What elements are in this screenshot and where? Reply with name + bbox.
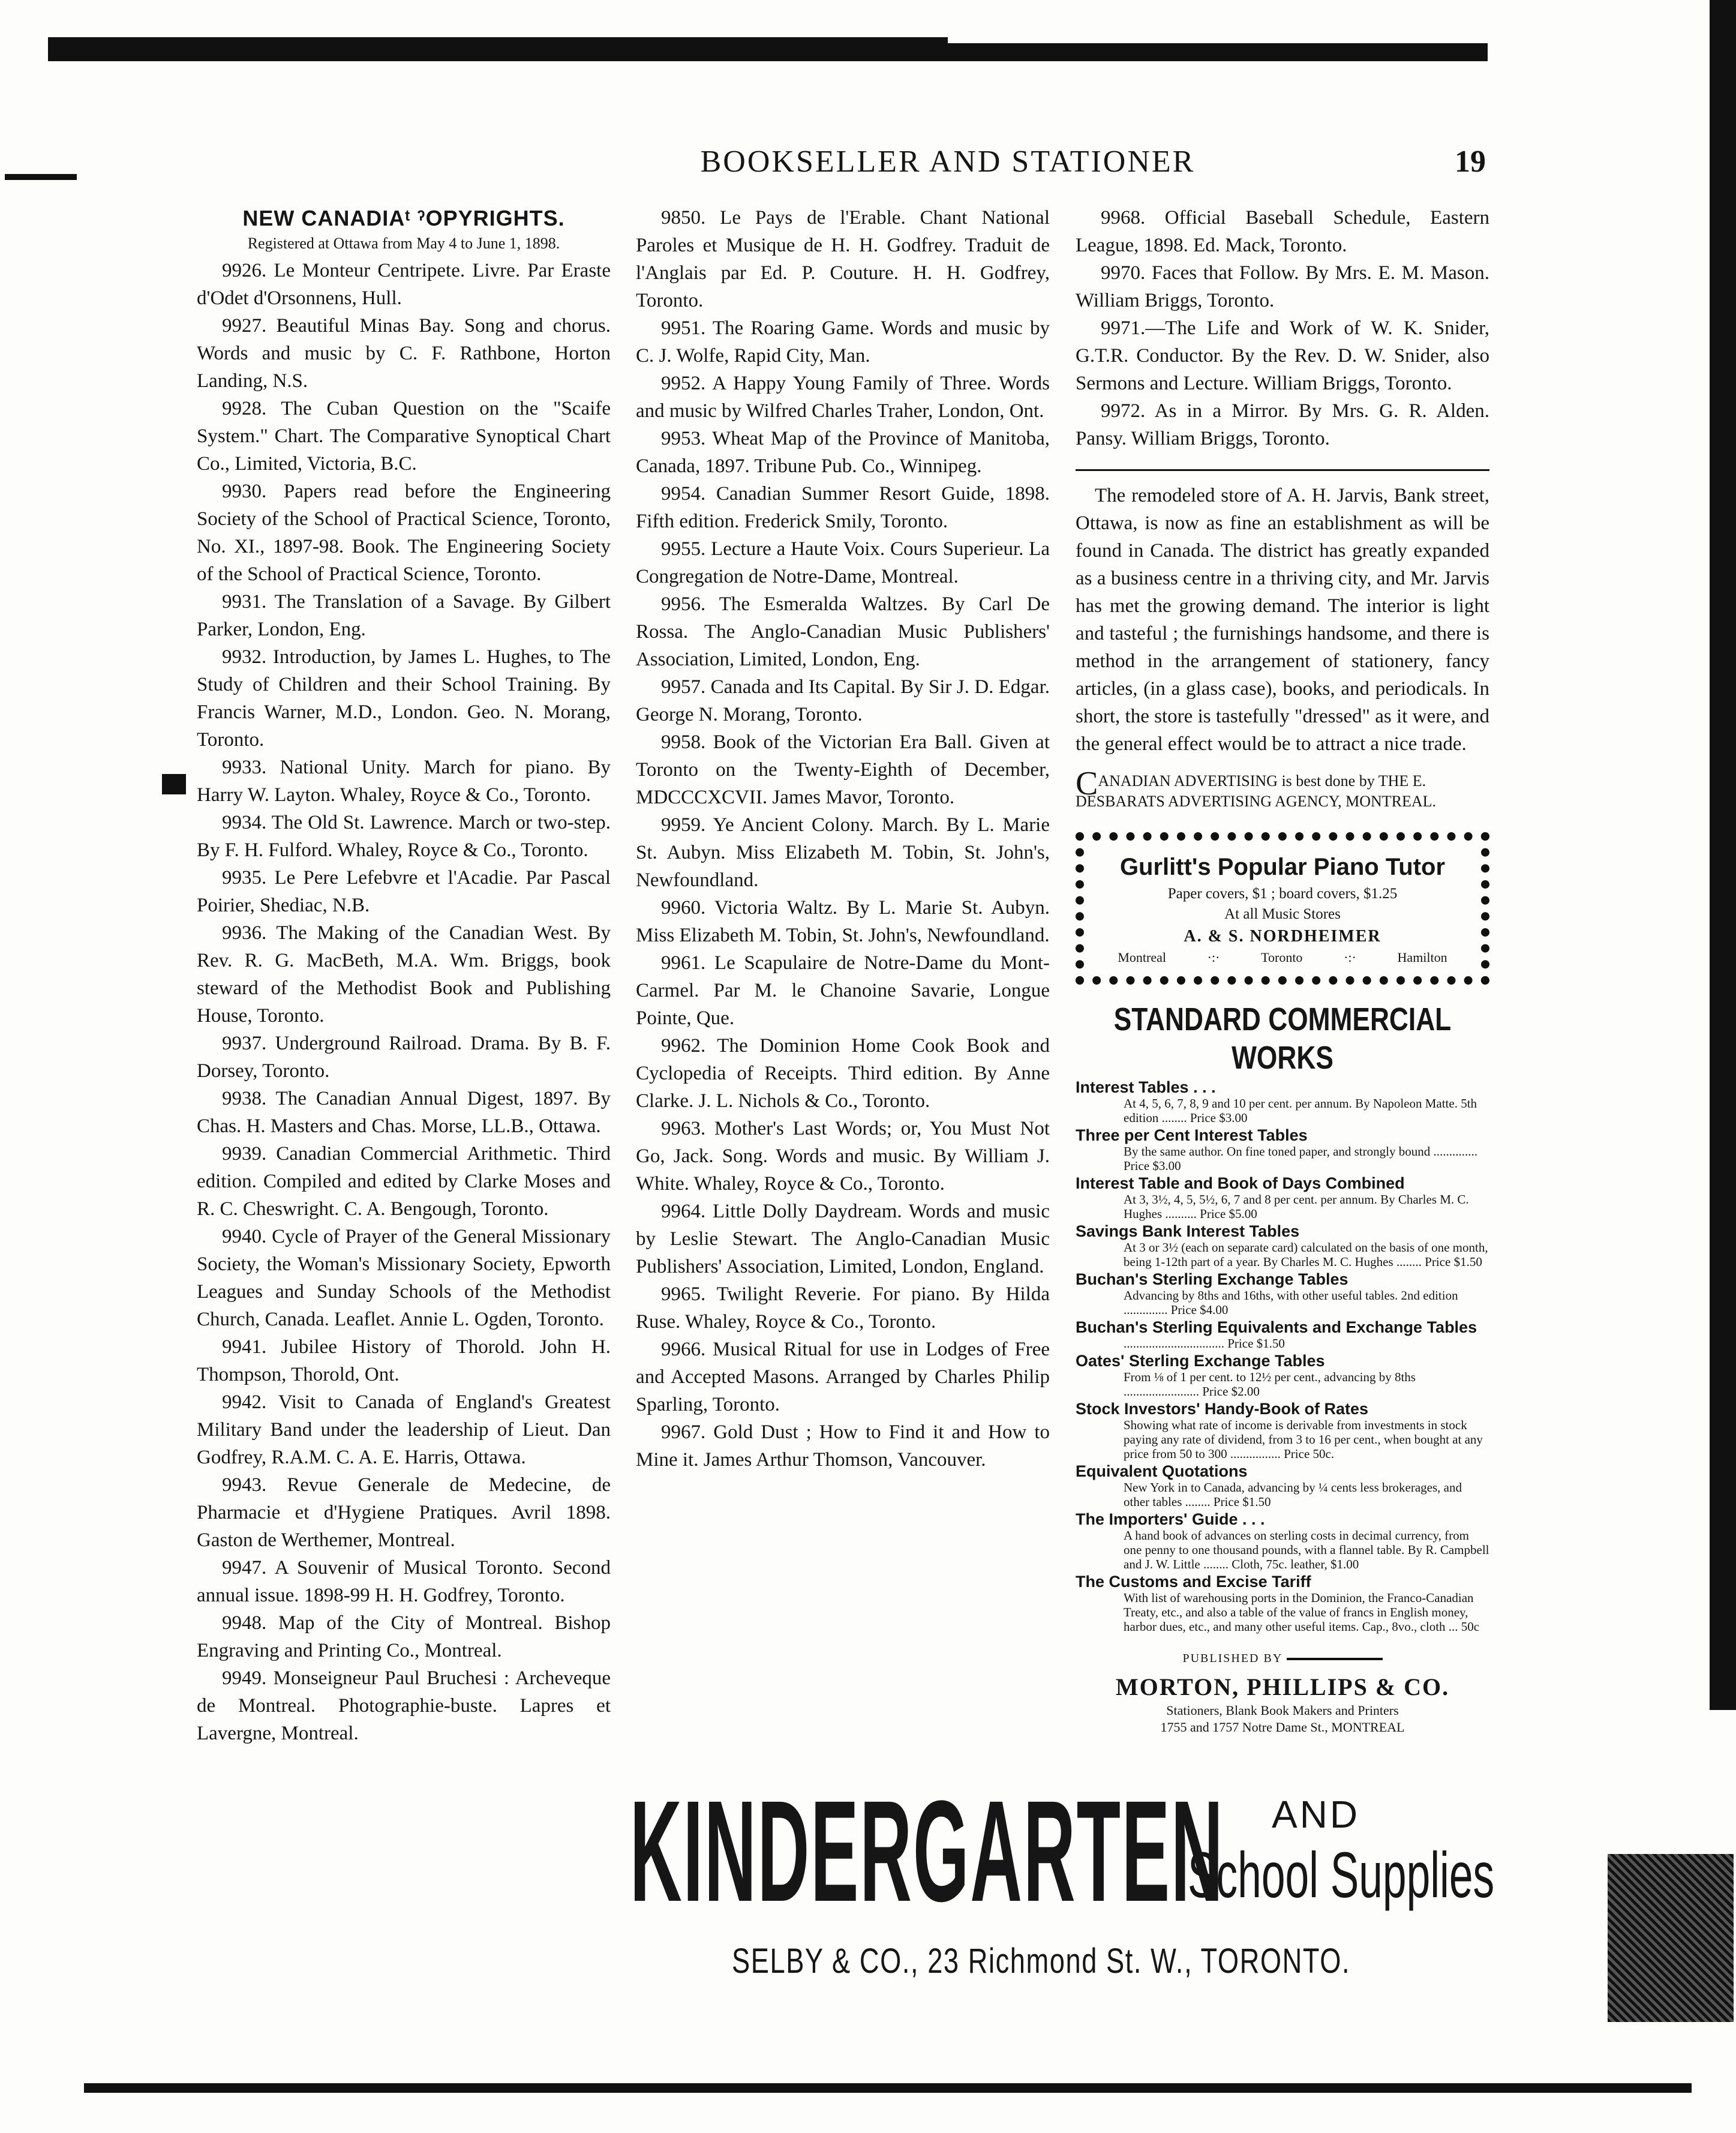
- column-2: [636, 204, 1050, 1474]
- copyright-entry: 9943. Revue Generale de Medecine, de Pharmacie et d'Hygiene Pratiques. Avril 1898. Gaston de Werthemer, Montreal.: [197, 1474, 611, 1551]
- ad-initial: C: [1076, 765, 1098, 802]
- copyright-entry: 9970. Faces that Follow. By Mrs. E. M. Mason. William Briggs, Toronto.: [1076, 262, 1489, 311]
- ad-and: AND: [1272, 1793, 1360, 1836]
- separator: ·:·: [1207, 950, 1220, 965]
- book-listing: [1076, 1174, 1489, 1221]
- running-head: BOOKSELLER AND STATIONER: [700, 145, 1196, 179]
- copyright-entry: 9953. Wheat Map of the Province of Manitoba, Canada, 1897. Tribune Pub. Co., Winnipeg.: [636, 428, 1050, 477]
- copyright-entry: 9938. The Canadian Annual Digest, 1897. By Chas. H. Masters and Chas. Morse, LL.B., Ottawa.: [197, 1088, 611, 1137]
- pointing-hand-icon: [1287, 1658, 1383, 1660]
- canadian-advertising-ad: [1076, 765, 1489, 811]
- copyright-entry: 9936. The Making of the Canadian West. By Rev. R. G. MacBeth, M.A. Wm. Briggs, book steward of the Methodist Book and Publishing House, Toronto.: [197, 922, 611, 1027]
- ad-publisher: A. & S. NORDHEIMER: [1184, 927, 1381, 946]
- book-desc: At 3 or 3½ (each on separate card) calculated on the basis of one month, being 1-12th part of a year. By Charles M. C. Hughes ........ Price $1.50: [1124, 1240, 1488, 1269]
- copyright-entry: 9962. The Dominion Home Cook Book and Cyclopedia of Receipts. Third edition. By Anne Clarke. J. L. Nichols & Co., Toronto.: [636, 1035, 1050, 1112]
- city: Hamilton: [1397, 950, 1447, 965]
- copyright-entry: 9966. Musical Ritual for use in Lodges of Free and Accepted Masons. Arranged by Charles Philip Sparling, Toronto.: [636, 1339, 1050, 1415]
- book-name: Oates' Sterling Exchange Tables: [1076, 1352, 1325, 1370]
- copyright-entry: 9963. Mother's Last Words; or, You Must Not Go, Jack. Song. Words and music. By William J. White. Whaley, Royce & Co., Toronto.: [636, 1118, 1050, 1195]
- margin-mark: [162, 774, 186, 794]
- city: Toronto: [1261, 950, 1303, 965]
- copyright-entry: 9934. The Old St. Lawrence. March or two-step. By F. H. Fulford. Whaley, Royce & Co., Toronto.: [197, 812, 611, 861]
- copyright-entry: 9971.—The Life and Work of W. K. Snider, G.T.R. Conductor. By the Rev. D. W. Snider, also Sermons and Lecture. William Briggs, Toronto.: [1076, 317, 1489, 394]
- notice-text: The remodeled store of A. H. Jarvis, Bank street, Ottawa, is now as fine an establishment as will be found in Canada. The district has greatly expanded as a business centre in a thriving city, and Mr. Jarvis has met the growing demand. The interior is light and tasteful ; the furnishings handsome, and there is method in the arrangement of stationery, fancy articles, (in a glass case), books, and periodicals. In short, the store is tastefully "dressed" as it were, and the general effect would be to attract a nice trade.: [1076, 485, 1489, 755]
- copyright-entry: 9928. The Cuban Question on the "Scaife System." Chart. The Comparative Synoptical Chart Co., Limited, Victoria, B.C.: [197, 398, 611, 475]
- copyright-entry: 9930. Papers read before the Engineering Society of the School of Practical Science, Toronto, No. XI., 1897-98. Book. The Engineering Society of the School of Practical Science, Toronto.: [197, 481, 611, 585]
- copyright-entry: 9940. Cycle of Prayer of the General Missionary Society, the Woman's Missionary Society, Epworth Leagues and Sunday Schools of the Methodist Church, Canada. Leaflet. Annie L. Ogden, Toronto.: [197, 1226, 611, 1330]
- copyright-entry: 9957. Canada and Its Capital. By Sir J. D. Edgar. George N. Morang, Toronto.: [636, 676, 1050, 725]
- published-by-label: PUBLISHED BY: [1182, 1652, 1283, 1665]
- book-desc: Showing what rate of income is derivable from investments in stock paying any rate of dividend, from 3 to 16 per cent., when bought at any price from 50 to 300 ................ Price 50c.: [1124, 1418, 1483, 1461]
- copyright-entry: 9942. Visit to Canada of England's Greatest Military Band under the leadership of Lieut. Dan Godfrey, R.A.M. C. A. E. Harris, Ottawa.: [197, 1391, 611, 1468]
- book-name: Interest Tables . . .: [1076, 1078, 1216, 1096]
- copyright-entry: 9959. Ye Ancient Colony. March. By L. Marie St. Aubyn. Miss Elizabeth M. Tobin, St. John's, Newfoundland.: [636, 814, 1050, 891]
- book-listing: [1076, 1510, 1489, 1571]
- copyright-entry: 9932. Introduction, by James L. Hughes, to The Study of Children and their School Training. By Francis Warner, M.D., London. Geo. N. Morang, Toronto.: [197, 646, 611, 751]
- ad-text: ANADIAN ADVERTISING is best done by THE E. DESBARATS ADVERTISING AGENCY, MONTREAL.: [1076, 772, 1437, 810]
- copyright-entry: 9958. Book of the Victorian Era Ball. Given at Toronto on the Twenty-Eighth of December, MDCCCXCVII. James Mavor, Toronto.: [636, 731, 1050, 808]
- column-3: [1076, 204, 1489, 1736]
- book-listing: [1076, 1462, 1489, 1509]
- copyright-entry: 9937. Underground Railroad. Drama. By B. F. Dorsey, Toronto.: [197, 1033, 611, 1082]
- book-listing: [1076, 1222, 1489, 1269]
- copyright-entry: 9931. The Translation of a Savage. By Gilbert Parker, London, Eng.: [197, 591, 611, 640]
- publisher-address: 1755 and 1757 Notre Dame St., MONTREAL: [1160, 1720, 1405, 1735]
- page-number: 19: [1455, 145, 1486, 179]
- book-desc: With list of warehousing ports in the Dominion, the Franco-Canadian Treaty, etc., and also a table of the value of francs in English money, harbor dues, etc., and many other useful items. Cap., 8vo., cloth ... 50c: [1124, 1591, 1480, 1634]
- copyright-entry: 9965. Twilight Reverie. For piano. By Hilda Ruse. Whaley, Royce & Co., Toronto.: [636, 1283, 1050, 1333]
- section-title: NEW CANADIAᵗ ˀOPYRIGHTS.: [242, 206, 565, 230]
- copyright-entry: 9941. Jubilee History of Thorold. John H. Thompson, Thorold, Ont.: [197, 1336, 611, 1385]
- ad-price: Paper covers, $1 ; board covers, $1.25: [1167, 886, 1398, 902]
- ad-title: Gurlitt's Popular Piano Tutor: [1119, 854, 1446, 880]
- scan-corner-mark: [1608, 1854, 1734, 2022]
- copyright-entry: 9956. The Esmeralda Waltzes. By Carl De Rossa. The Anglo-Canadian Music Publishers' Association, Limited, London, Eng.: [636, 593, 1050, 670]
- book-name: Savings Bank Interest Tables: [1076, 1222, 1300, 1240]
- book-name: The Importers' Guide . . .: [1076, 1510, 1265, 1528]
- ad-stores: At all Music Stores: [1224, 906, 1341, 922]
- book-listing: [1076, 1270, 1489, 1317]
- copyright-entry: 9972. As in a Mirror. By Mrs. G. R. Alden. Pansy. William Briggs, Toronto.: [1076, 400, 1489, 449]
- copyright-entry: 9954. Canadian Summer Resort Guide, 1898. Fifth edition. Frederick Smily, Toronto.: [636, 483, 1050, 532]
- copyright-entry: 9948. Map of the City of Montreal. Bishop Engraving and Printing Co., Montreal.: [197, 1612, 611, 1661]
- book-desc: At 3, 3½, 4, 5, 5½, 6, 7 and 8 per cent. per annum. By Charles M. C. Hughes .......... Price $5.00: [1124, 1192, 1469, 1221]
- book-name: Equivalent Quotations: [1076, 1462, 1248, 1480]
- publisher-desc: Stationers, Blank Book Makers and Printers: [1166, 1703, 1399, 1718]
- bottom-border-rule: [84, 2083, 1692, 2093]
- copyright-entry: 9964. Little Dolly Daydream. Words and music by Leslie Stewart. The Anglo-Canadian Music Publishers' Association, Limited, London, England.: [636, 1201, 1050, 1277]
- copyright-entry: 9947. A Souvenir of Musical Toronto. Second annual issue. 1898-99 H. H. Godfrey, Toronto.: [197, 1557, 611, 1606]
- copyright-entry: 9961. Le Scapulaire de Notre-Dame du Mont-Carmel. Par M. le Chanoine Savarie, Longue Pointe, Que.: [636, 952, 1050, 1029]
- copyright-entry: 9850. Le Pays de l'Erable. Chant National Paroles et Musique de H. H. Godfrey. Traduit de l'Anglais par Ed. P. Couture. H. H. Godfrey, Toronto.: [636, 207, 1050, 311]
- copyright-entry: 9926. Le Monteur Centripete. Livre. Par Eraste d'Odet d'Orsonnens, Hull.: [197, 260, 611, 309]
- copyright-entry: 9967. Gold Dust ; How to Find it and How to Mine it. James Arthur Thomson, Vancouver.: [636, 1421, 1050, 1471]
- ad-subline: School Supplies: [1188, 1838, 1495, 1911]
- book-listing: [1076, 1318, 1489, 1351]
- book-name: Stock Investors' Handy-Book of Rates: [1076, 1400, 1369, 1418]
- book-name: Interest Table and Book of Days Combined: [1076, 1174, 1405, 1192]
- jarvis-store-notice: [1076, 469, 1489, 758]
- ad-address: SELBY & CO., 23 Richmond St. W., TORONTO.: [732, 1942, 1351, 1981]
- copyright-entry: 9968. Official Baseball Schedule, Eastern League, 1898. Ed. Mack, Toronto.: [1076, 207, 1489, 256]
- ad-cities: [1097, 949, 1468, 967]
- book-desc: New York in to Canada, advancing by ¼ cents less brokerages, and other tables ........ Price $1.50: [1124, 1480, 1462, 1509]
- book-desc: By the same author. On fine toned paper, and strongly bound .............. Price $3.00: [1124, 1144, 1477, 1173]
- book-name: Buchan's Sterling Exchange Tables: [1076, 1270, 1348, 1288]
- copyright-entry: 9952. A Happy Young Family of Three. Words and music by Wilfred Charles Traher, London, Ont.: [636, 373, 1050, 422]
- right-border-rule: [1710, 0, 1736, 1710]
- copyright-entry: 9933. National Unity. March for piano. By Harry W. Layton. Whaley, Royce & Co., Toronto.: [197, 757, 611, 806]
- book-name: Three per Cent Interest Tables: [1076, 1126, 1308, 1144]
- city: Montreal: [1118, 950, 1166, 965]
- book-desc: Advancing by 8ths and 16ths, with other useful tables. 2nd edition .............. Price $4.00: [1124, 1288, 1458, 1317]
- book-desc: A hand book of advances on sterling costs in decimal currency, from one penny to one thousand pounds, with a flannel table. By R. Campbell and J. W. Little ........ Cloth, 75c. leather, $1.00: [1124, 1528, 1489, 1571]
- published-by: [1076, 1645, 1489, 1672]
- book-listing: [1076, 1352, 1489, 1399]
- margin-mark: [5, 174, 77, 180]
- book-desc: ................................ Price $1.50: [1124, 1336, 1285, 1351]
- book-desc: From ⅛ of 1 per cent. to 12½ per cent., advancing by 8ths ........................ Price $2.00: [1124, 1370, 1416, 1399]
- copyright-entry: 9927. Beautiful Minas Bay. Song and chorus. Words and music by C. F. Rathbone, Horton Landing, N.S.: [197, 315, 611, 392]
- standard-works-title: STANDARD COMMERCIAL WORKS: [1113, 1001, 1452, 1076]
- book-listing: [1076, 1573, 1489, 1634]
- book-listing: [1076, 1078, 1489, 1125]
- gurlitt-piano-tutor-ad: [1076, 832, 1489, 985]
- registered-note: Registered at Ottawa from May 4 to June 1, 1898.: [247, 235, 560, 252]
- book-desc: At 4, 5, 6, 7, 8, 9 and 10 per cent. per annum. By Napoleon Matte. 5th edition ........ Price $3.00: [1124, 1096, 1477, 1125]
- copyright-entry: 9951. The Roaring Game. Words and music by C. J. Wolfe, Rapid City, Man.: [636, 317, 1050, 367]
- copyright-entry: 9960. Victoria Waltz. By L. Marie St. Aubyn. Miss Elizabeth M. Tobin, St. John's, Newfoundland.: [636, 897, 1050, 946]
- book-name: The Customs and Excise Tariff: [1076, 1573, 1311, 1591]
- book-name: Buchan's Sterling Equivalents and Exchange Tables: [1076, 1318, 1477, 1336]
- copyright-entry: 9949. Monseigneur Paul Bruchesi : Archeveque de Montreal. Photographie-buste. Lapres et Lavergne, Montreal.: [197, 1667, 611, 1744]
- book-listing: [1076, 1400, 1489, 1461]
- ad-headline: KINDERGARTEN: [630, 1771, 1224, 1931]
- copyright-entry: 9955. Lecture a Haute Voix. Cours Superieur. La Congregation de Notre-Dame, Montreal.: [636, 538, 1050, 587]
- column-1: [197, 204, 611, 1747]
- copyright-entry: 9939. Canadian Commercial Arithmetic. Third edition. Compiled and edited by Clarke Moses and R. C. Cheswright. C. A. Bengough, Toronto.: [197, 1143, 611, 1220]
- separator: ·:·: [1344, 950, 1356, 965]
- publisher-name: MORTON, PHILLIPS & CO.: [1115, 1673, 1450, 1700]
- book-listing: [1076, 1126, 1489, 1173]
- top-border-rule: [48, 43, 1488, 61]
- copyright-entry: 9935. Le Pere Lefebvre et l'Acadie. Par Pascal Poirier, Shediac, N.B.: [197, 867, 611, 916]
